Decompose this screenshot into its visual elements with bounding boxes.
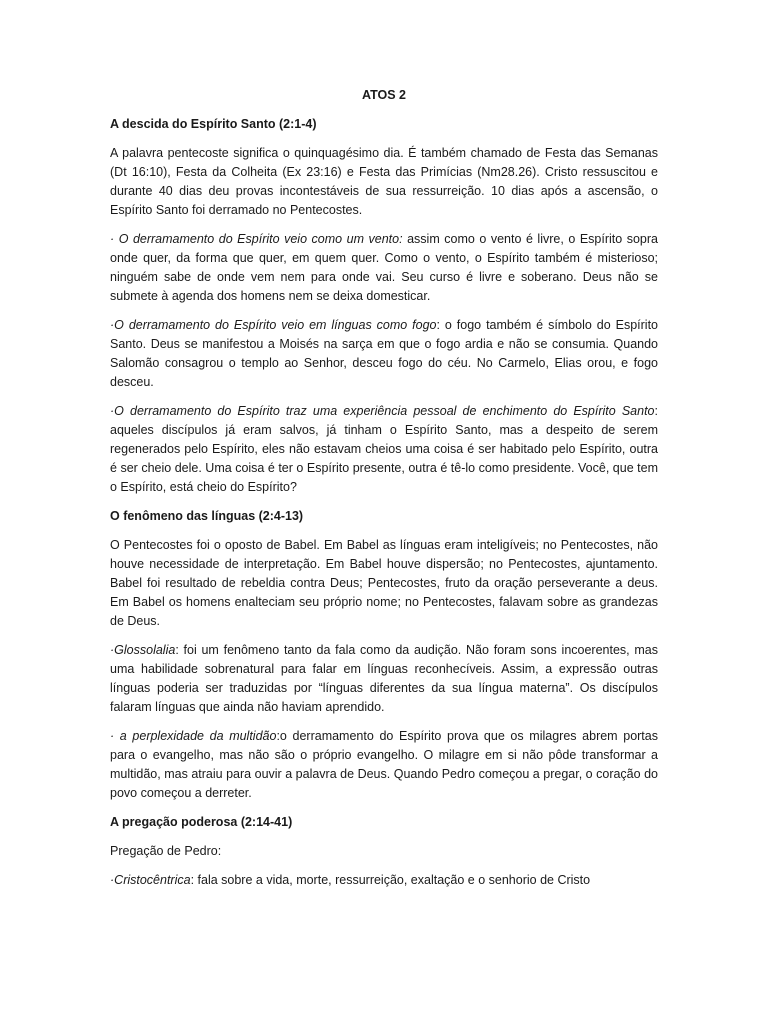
paragraph-babel: O Pentecostes foi o oposto de Babel. Em Babel as línguas eram inteligíveis; no Pentecostes, não houve necessidade de interpretação. Em Babel houve dispersão; no Pentecostes, ajuntamento. Babel foi resultado de rebeldia contra Deus; Pentecostes, fruto da oração perseverante a deus. Em Babel os homens enalteciam seu próprio nome; no Pentecostes, falavam sobre as grandezas de Deus. [110, 538, 658, 628]
document-title: ATOS 2 [362, 88, 406, 102]
paragraph-enchimento-text: : aqueles discípulos já eram salvos, já tinham o Espírito Santo, mas a despeito de serem regenerados pelo Espírito, eles não estavam cheios uma coisa é ser habitado pelo Espírito, outra é ser cheio dele. Uma coisa é ter o Espírito presente, outra é tê-lo como presidente. Você, que tem o Espírito, está cheio do Espírito? [110, 404, 658, 494]
paragraph-pentecoste: A palavra pentecoste significa o quinquagésimo dia. É também chamado de Festa das Semanas (Dt 16:10), Festa da Colheita (Ex 23:16) e Festa das Primícias (Nm28.26). Cristo ressuscitou e durante 40 dias deu provas incontestáveis de sua ressurreição. 10 dias após a ascensão, o Espírito Santo foi derramado no Pentecostes. [110, 146, 658, 217]
paragraph-glossolalia-lead: ·Glossolalia [110, 643, 176, 657]
paragraph-glossolalia [110, 641, 658, 717]
paragraph-cristocentrica-text: : fala sobre a vida, morte, ressurreição, exaltação e o senhorio de Cristo [190, 873, 591, 887]
paragraph-vento-text: assim como o vento é livre, o Espírito sopra onde quer, da forma que quer, em quem quer. Como o vento, o Espírito também é misterioso; ninguém sabe de onde vem nem para onde vai. Seu curso é livre e soberano. Deus não se submete à agenda dos homens nem se deixa domesticar. [110, 232, 658, 303]
paragraph-perplexidade-text: :o derramamento do Espírito prova que os milagres abrem portas para o evangelho, mas não são o próprio evangelho. O milagre em si não pôde transformar a multidão, mas atraiu para ouvir a palavra de Deus. Quando Pedro começou a pregar, o coração do povo começou a derreter. [110, 729, 658, 800]
paragraph-pregacao-pedro: Pregação de Pedro: [110, 844, 222, 858]
section-heading-pregacao: A pregação poderosa (2:14-41) [110, 815, 293, 829]
paragraph-cristocentrica-lead: ·Cristocêntrica [110, 873, 191, 887]
paragraph-fogo [110, 316, 658, 392]
paragraph-enchimento-lead: ·O derramamento do Espírito traz uma experiência pessoal de enchimento do Espírito Santo [110, 404, 655, 418]
paragraph-glossolalia-text: : foi um fenômeno tanto da fala como da audição. Não foram sons incoerentes, mas uma habilidade sobrenatural para falar em línguas reconhecíveis. Assim, a expressão outras línguas poderia ser traduzidas por “línguas diferentes da sua língua materna”. Os discípulos falaram línguas que ainda não haviam aprendido. [110, 643, 658, 714]
paragraph-perplexidade [110, 727, 658, 803]
paragraph-vento-lead: · O derramamento do Espírito veio como um vento: [110, 232, 403, 246]
paragraph-fogo-text: : o fogo também é símbolo do Espírito Santo. Deus se manifestou a Moisés na sarça em que o fogo ardia e não se consumia. Quando Salomão consagrou o templo ao Senhor, desceu fogo do céu. No Carmelo, Elias orou, e fogo desceu. [110, 318, 659, 389]
section-heading-linguas: O fenômeno das línguas (2:4-13) [110, 509, 304, 523]
paragraph-enchimento [110, 402, 658, 497]
paragraph-cristocentrica [110, 871, 658, 890]
paragraph-fogo-lead: ·O derramamento do Espírito veio em línguas como fogo [110, 318, 437, 332]
paragraph-vento [110, 230, 658, 306]
paragraph-perplexidade-lead: · a perplexidade da multidão [110, 729, 277, 743]
section-heading-descida: A descida do Espírito Santo (2:1-4) [110, 117, 317, 131]
